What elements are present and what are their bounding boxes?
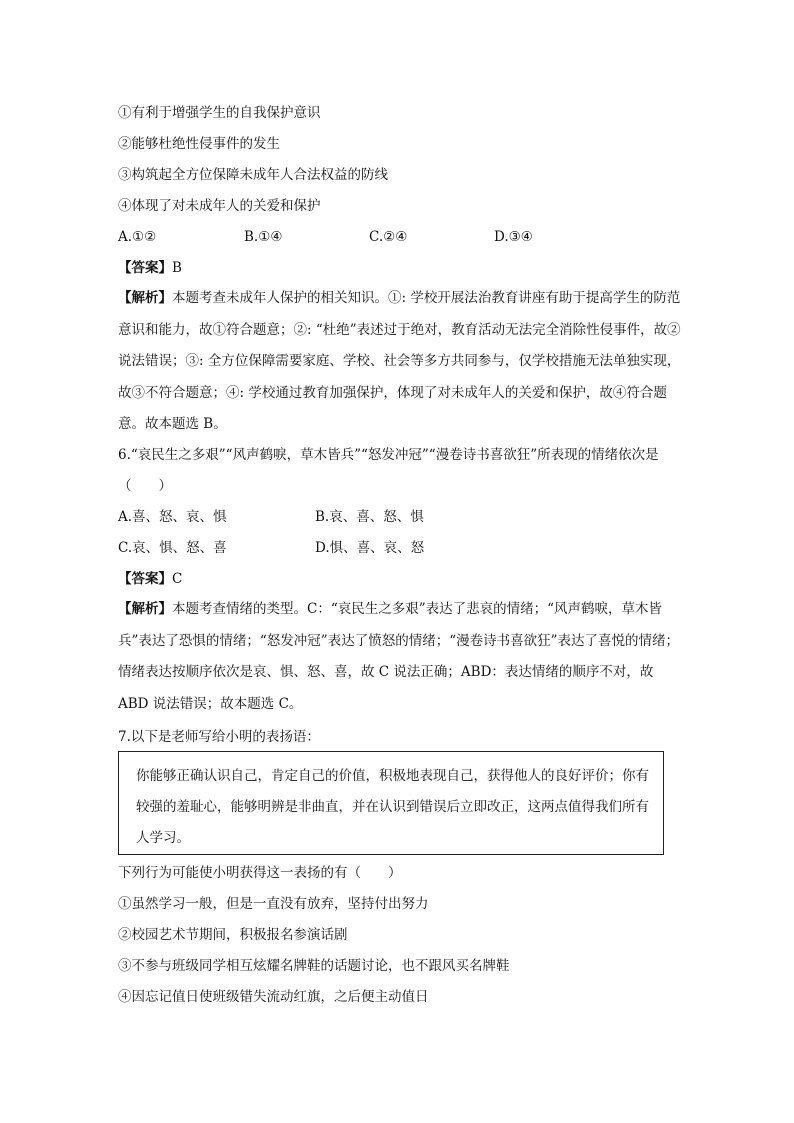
q5-option-c: C.②④	[369, 229, 408, 245]
q5-statement-3: ③构筑起全方位保障未成年人合法权益的防线	[118, 167, 388, 183]
q5-option-a: A.①②	[118, 229, 157, 245]
q5-answer	[118, 259, 182, 277]
q7-statement-1: ①虽然学习一般，但是一直没有放弃，坚持付出努力	[118, 896, 429, 912]
q5-option-d: D.③④	[494, 229, 533, 245]
analysis-tag: 【解析】	[118, 601, 172, 617]
q6-option-d: D.惧、喜、哀、怒	[315, 540, 425, 556]
praise-text: 你能够正确认识自己，肯定自己的价值，积极地表现自己，获得他人的良好评价；你有较强的羞耻心，能够明辨是非曲直，并在认识到错误后立即改正，这两点值得我们所有人学习。	[136, 768, 649, 846]
q7-question: 下列行为可能使小明获得这一表扬的有（ ）	[118, 865, 402, 881]
q6-option-c: C.哀、惧、怒、喜	[118, 540, 227, 556]
answer-value: B	[172, 260, 182, 276]
analysis-text: 本题考查情绪的类型。C：“哀民生之多艰”表达了悲哀的情绪；“风声鹤唳，草木皆兵”表达了恐惧的情绪；“怒发冲冠”表达了愤怒的情绪；“漫卷诗书喜欲狂”表达了喜悦的情绪；情绪表达按顺序依次是哀、惧、怒、喜，故 C 说法正确；ABD：表达情绪的顺序不对，故 ABD 说法错误；故本题选 C。	[118, 601, 680, 712]
q5-statement-1: ①有利于增强学生的自我保护意识	[118, 105, 321, 121]
analysis-text: 本题考查未成年人保护的相关知识。①: 学校开展法治教育讲座有助于提高学生的防范意识和能力，故①符合题意；②: “杜绝”表述过于绝对，教育活动无法完全消除性侵事件，故②说法错误；③: 全方位保障需要家庭、学校、社会等多方共同参与，仅学校措施无法单独实现，故③不符合题意；④: 学校通过教育加强保护，体现了对未成年人的关爱和保护，故④符合题意。故本题选 B。	[118, 290, 681, 432]
q6-analysis	[118, 594, 684, 720]
q5-analysis	[118, 283, 684, 441]
answer-tag: 【答案】	[118, 571, 172, 587]
q5-statement-4: ④体现了对未成年人的关爱和保护	[118, 198, 321, 214]
q6-stem-blank: （ ）	[118, 478, 172, 494]
q6-option-a: A.喜、怒、哀、惧	[118, 509, 227, 525]
q5-statement-2: ②能够杜绝性侵事件的发生	[118, 136, 280, 152]
analysis-tag: 【解析】	[118, 290, 172, 306]
q7-stem: 7.以下是老师写给小明的表扬语：	[118, 729, 320, 745]
q7-statement-4: ④因忘记值日使班级错失流动红旗，之后便主动值日	[118, 989, 429, 1005]
q6-option-b: B.哀、喜、怒、惧	[315, 509, 424, 525]
answer-value: C	[172, 571, 183, 587]
answer-tag: 【答案】	[118, 260, 172, 276]
q5-option-b: B.①④	[244, 229, 283, 245]
q7-statement-2: ②校园艺术节期间，积极报名参演话剧	[118, 927, 348, 943]
q7-statement-3: ③不参与班级同学相互炫耀名牌鞋的话题讨论，也不跟风买名牌鞋	[118, 958, 510, 974]
q6-answer	[118, 570, 182, 588]
q6-stem: 6.“哀民生之多艰”“风声鹤唳，草木皆兵”“怒发冲冠”“漫卷诗书喜欲狂”所表现的情绪依次是	[118, 447, 659, 463]
